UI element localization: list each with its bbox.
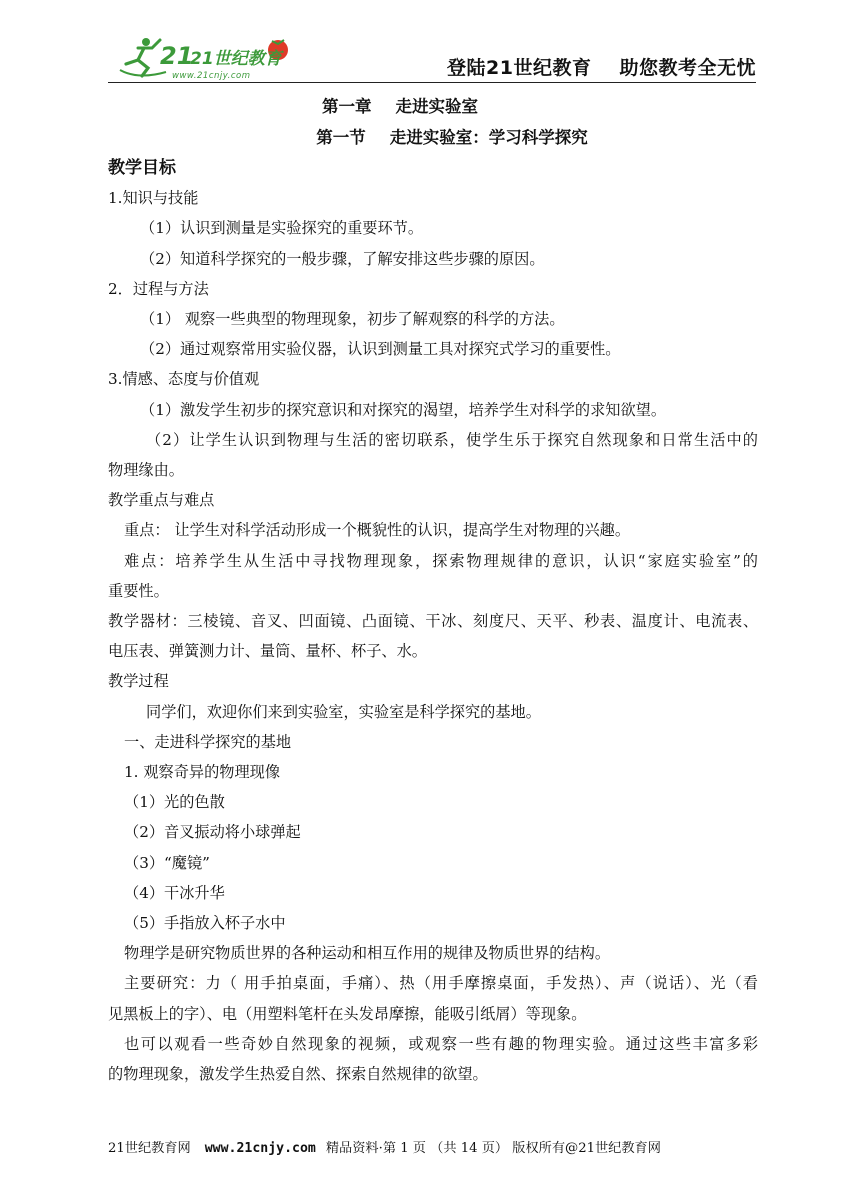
goal-item: （2）通过观察常用实验仪器，认识到测量工具对探究式学习的重要性。 [140,340,621,359]
difficult-point: 难点：培养学生从生活中寻找物理现象，探索物理规律的意识，认识“家庭实验室”的 [124,551,758,570]
goal-item: （1）激发学生初步的探究意识和对探究的渴望，培养学生对科学的求知欲望。 [140,400,667,419]
goal-item: （2）知道科学探究的一般步骤，了解安排这些步骤的原因。 [140,249,545,268]
subheading: 1. 观察奇异的物理现像 [124,763,281,782]
goal-item: （2）让学生认识到物理与生活的密切联系，使学生乐于探究自然现象和日常生活中的 [146,430,758,449]
goal-item: （1） 观察一些典型的物理现象，初步了解观察的科学的方法。 [140,310,565,329]
footer-web: www.21cnjy.com [204,1141,316,1156]
svg-text:21: 21 [160,42,194,70]
logo-text: 21世纪教育 [190,49,282,69]
header-slogan [447,53,756,80]
page-header [108,30,756,83]
goal-heading-attitude: 3.情感、态度与价值观 [108,370,260,389]
21cnjy-logo [108,34,308,80]
goal-item: （1）认识到测量是实验探究的重要环节。 [140,219,424,238]
paragraph-cont: 见黑板上的字）、电（用塑料笔杆在头发昂摩擦，能吸引纸屑）等现象。 [108,1004,587,1023]
goal-item-cont: 物理缘由。 [108,461,184,480]
paragraph: 主要研究：力（ 用手拍桌面，手痛）、热（用手摩擦桌面，手发热）、声（说话）、光（看 [124,974,758,993]
teaching-equipment: 教学器材：三棱镜、音叉、凹面镜、凸面镜、干冰、刻度尺、天平、秒表、温度计、电流表、 [108,612,758,631]
phenomenon-item: （2）音叉振动将小球弹起 [124,823,301,842]
footer-page-info: 精品资料·第 1 页 （共 14 页） 版权所有@21世纪教育网 [325,1141,661,1156]
section-label: 第一节 [316,128,366,147]
document-body [108,153,758,1089]
difficult-point-cont: 重要性。 [108,581,169,600]
phenomenon-item: （3）“魔镜” [124,853,210,872]
subheading: 一、走进科学探究的基地 [124,732,292,751]
paragraph: 物理学是研究物质世界的各种运动和相互作用的规律及物质世界的结构。 [124,944,610,963]
page-footer [108,1137,661,1156]
chapter-title [0,93,830,117]
phenomenon-item: （1）光的色散 [124,793,225,812]
phenomenon-item: （5）手指放入杯子水中 [124,914,286,933]
heading-teaching-goals: 教学目标 [108,158,176,178]
slogan-left: 登陆21世纪教育 [447,57,592,79]
chapter-label: 第一章 [322,97,372,116]
phenomenon-item: （4）干冰升华 [124,883,225,902]
heading-key-points: 教学重点与难点 [108,491,215,510]
paragraph-cont: 的物理现象，激发学生热爱自然、探索自然规律的欲望。 [108,1065,488,1084]
footer-site: 21世纪教育网 [108,1141,191,1156]
logo-url: www.21cnjy.com [172,71,251,80]
chapter-name: 走进实验室 [395,97,478,116]
slogan-right: 助您教考全无忧 [619,57,756,79]
heading-teaching-process: 教学过程 [108,672,169,691]
key-point: 重点： 让学生对科学活动形成一个概貌性的认识，提高学生对物理的兴趣。 [124,521,631,540]
paragraph: 也可以观看一些奇妙自然现象的视频，或观察一些有趣的物理实验。通过这些丰富多彩 [124,1034,758,1053]
paragraph: 同学们，欢迎你们来到实验室，实验室是科学探究的基地。 [146,702,541,721]
section-name: 走进实验室：学习科学探究 [389,128,588,147]
goal-heading-process: 2．过程与方法 [108,279,209,298]
section-title [22,124,860,148]
goal-heading-knowledge: 1.知识与技能 [108,189,199,208]
teaching-equipment-cont: 电压表、弹簧测力计、量筒、量杯、杯子、水。 [108,642,427,661]
